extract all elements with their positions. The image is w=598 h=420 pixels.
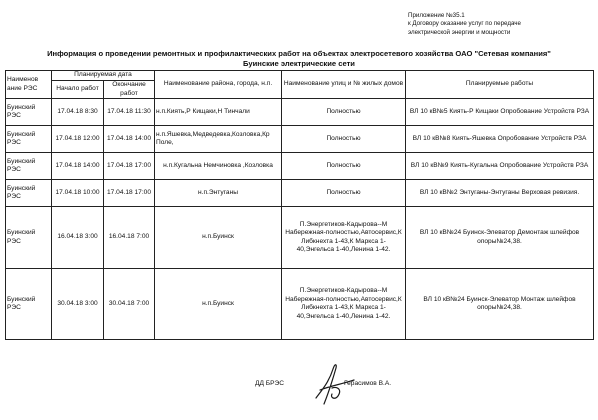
header-row [6, 71, 594, 81]
cell-streets: П.Энергетиков-Кадырова--М Набережная-полностью,Автосервис,К Либкнехта 1-43,К Маркса 1-40,Энгельса 1-40,Ленина 1-42. [282, 207, 406, 269]
table-row [6, 99, 594, 126]
cell-district: н.п.Кугальна Немчиновка ,Козловка [155, 153, 282, 180]
cell-res: Буинский РЭС [6, 269, 52, 340]
cell-end: 16.04.18 7:00 [104, 207, 155, 269]
header-planned-date: Планируемая дата [52, 71, 155, 81]
header-end: Окончание работ [104, 81, 155, 99]
appendix-note [408, 12, 593, 37]
cell-start: 17.04.18 14:00 [52, 153, 104, 180]
cell-start: 17.04.18 12:00 [52, 126, 104, 153]
cell-works: ВЛ 10 кВ№24 Буинск-Элеватор Монтаж шлейфов опоры№24,38. [406, 269, 594, 340]
cell-district: н.п.Буинск [155, 207, 282, 269]
cell-works: ВЛ 10 кВ№8 Киять-Яшевка Опробование Устройств РЗА [406, 126, 594, 153]
title-line-2: Буинские электрические сети [243, 59, 355, 68]
cell-end: 17.04.18 17:00 [104, 180, 155, 207]
cell-end: 17.04.18 11:30 [104, 99, 155, 126]
cell-works: ВЛ 10 кВ№2 Энтуганы-Энтуганы Верховая ревизия. [406, 180, 594, 207]
cell-streets: Полностью [282, 153, 406, 180]
header-res: Наименов ание РЭС [6, 71, 52, 99]
cell-res: Буинский РЭС [6, 207, 52, 269]
appendix-line-1: Приложение №35.1 [408, 12, 465, 19]
header-works: Планируемые работы [406, 71, 594, 99]
table-row [6, 269, 594, 340]
cell-start: 30.04.18 3:00 [52, 269, 104, 340]
cell-streets: Полностью [282, 99, 406, 126]
cell-res: Буинский РЭС [6, 180, 52, 207]
cell-district: н.п.Киять,Р Кищаки,Н Тинчали [155, 99, 282, 126]
cell-end: 17.04.18 14:00 [104, 126, 155, 153]
table-row [6, 153, 594, 180]
works-table [5, 70, 594, 340]
cell-district: н.п.Энтуганы [155, 180, 282, 207]
cell-works: ВЛ 10 кВ№24 Буинск-Элеватор Демонтаж шлейфов опоры№24,38. [406, 207, 594, 269]
appendix-line-3: электрической энергии и мощности [408, 28, 511, 36]
cell-district: н.п.Яшевка,Медведевка,Козловка,Кр Поле, [155, 126, 282, 153]
header-district: Наименование района, города, н.п. [155, 71, 282, 99]
title-line-1: Информация о проведении ремонтных и профилактических работ на объектах электросетевого хозяйства ОАО "Сетевая компания" [47, 49, 551, 58]
cell-start: 17.04.18 10:00 [52, 180, 104, 207]
cell-res: Буинский РЭС [6, 153, 52, 180]
cell-start: 16.04.18 3:00 [52, 207, 104, 269]
cell-res: Буинский РЭС [6, 99, 52, 126]
cell-works: ВЛ 10 кВ№9 Киять-Кугальна Опробование Устройств РЗА [406, 153, 594, 180]
header-streets: Наименование улиц и № жилых домов [282, 71, 406, 99]
signatory-position: ДД БРЭС [255, 380, 284, 387]
cell-district: н.п.Буинск [155, 269, 282, 340]
table-row [6, 180, 594, 207]
document-title [0, 49, 598, 69]
cell-res: Буинский РЭС [6, 126, 52, 153]
cell-streets: Полностью [282, 180, 406, 207]
appendix-line-2: к Договору оказание услуг по передаче [408, 20, 521, 28]
signatory-name: Герасимов В.А. [344, 380, 392, 387]
cell-streets: Полностью [282, 126, 406, 153]
cell-start: 17.04.18 8:30 [52, 99, 104, 126]
cell-works: ВЛ 10 кВ№5 Киять-Р Кищаки Опробование Устройств РЗА [406, 99, 594, 126]
table-row [6, 207, 594, 269]
table-row [6, 126, 594, 153]
cell-streets: П.Энергетиков-Кадырова--М Набережная-полностью,Автосервис,К Либкнехта 1-43,К Маркса 1-40,Энгельса 1-40,Ленина 1-42. [282, 269, 406, 340]
cell-end: 17.04.18 17:00 [104, 153, 155, 180]
header-start: Начало работ [52, 81, 104, 99]
cell-end: 30.04.18 7:00 [104, 269, 155, 340]
